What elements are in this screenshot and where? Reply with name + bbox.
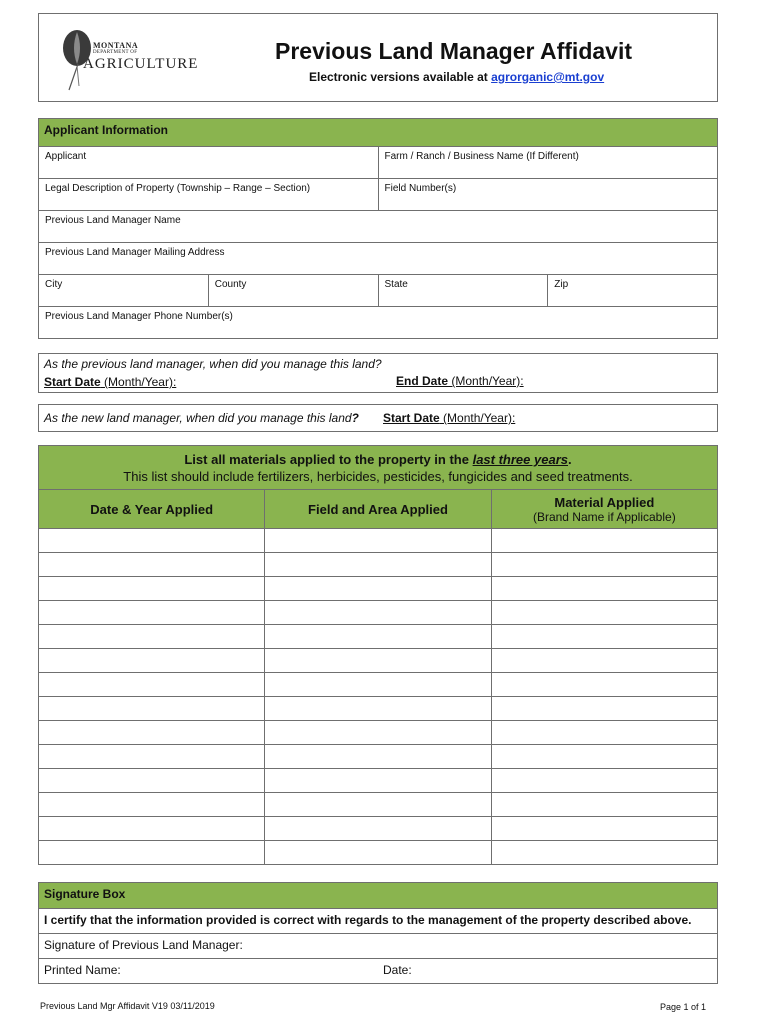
- field-cell[interactable]: [265, 529, 491, 553]
- field-cell[interactable]: [265, 625, 491, 649]
- date-cell[interactable]: [39, 529, 265, 553]
- table-row: [39, 577, 718, 601]
- material-cell[interactable]: [491, 529, 717, 553]
- date-cell[interactable]: [39, 553, 265, 577]
- certify-statement: I certify that the information provided is correct with regards to the management of the property described above.: [39, 909, 718, 934]
- table-row: [39, 553, 718, 577]
- col-date-applied: Date & Year Applied: [39, 490, 265, 529]
- field-cell[interactable]: [265, 601, 491, 625]
- applicant-field[interactable]: Applicant: [39, 147, 379, 179]
- form-subtitle: [309, 70, 604, 84]
- material-cell[interactable]: [491, 577, 717, 601]
- table-row: [39, 673, 718, 697]
- zip-field[interactable]: Zip: [548, 275, 718, 307]
- date-cell[interactable]: [39, 601, 265, 625]
- signature-heading: Signature Box: [39, 883, 718, 909]
- business-name-field[interactable]: Farm / Ranch / Business Name (If Different): [378, 147, 718, 179]
- field-cell[interactable]: [265, 577, 491, 601]
- table-row: [39, 841, 718, 865]
- table-row: [39, 625, 718, 649]
- material-cell[interactable]: [491, 553, 717, 577]
- date-cell[interactable]: [39, 697, 265, 721]
- material-cell[interactable]: [491, 769, 717, 793]
- applicant-information-section: [38, 118, 718, 339]
- field-cell[interactable]: [265, 817, 491, 841]
- field-cell[interactable]: [265, 769, 491, 793]
- date-cell[interactable]: [39, 625, 265, 649]
- date-field[interactable]: Date:: [378, 959, 718, 984]
- field-cell[interactable]: [265, 697, 491, 721]
- date-cell[interactable]: [39, 817, 265, 841]
- table-row: [39, 745, 718, 769]
- new-manager-period: [38, 404, 718, 432]
- date-cell[interactable]: [39, 745, 265, 769]
- field-cell[interactable]: [265, 721, 491, 745]
- table-row: [39, 529, 718, 553]
- materials-rows: [39, 529, 718, 865]
- table-row: [39, 601, 718, 625]
- form-title: Previous Land Manager Affidavit: [275, 38, 632, 64]
- footer-version: Previous Land Mgr Affidavit V19 03/11/2019: [40, 1001, 215, 1011]
- material-cell[interactable]: [491, 601, 717, 625]
- field-cell[interactable]: [265, 793, 491, 817]
- previous-start-date-field[interactable]: Start Date (Month/Year):: [44, 375, 177, 389]
- table-row: [39, 793, 718, 817]
- new-start-date-field[interactable]: Start Date (Month/Year):: [383, 411, 516, 425]
- material-cell[interactable]: [491, 721, 717, 745]
- date-cell[interactable]: [39, 673, 265, 697]
- material-cell[interactable]: [491, 649, 717, 673]
- material-cell[interactable]: [491, 793, 717, 817]
- email-link[interactable]: agrorganic@mt.gov: [491, 70, 605, 84]
- table-row: [39, 769, 718, 793]
- material-cell[interactable]: [491, 673, 717, 697]
- logo-text-agriculture: AGRICULTURE: [83, 56, 199, 72]
- date-cell[interactable]: [39, 577, 265, 601]
- table-row: [39, 817, 718, 841]
- material-cell[interactable]: [491, 817, 717, 841]
- materials-heading: List all materials applied to the property in the last three years. This list should include fertilizers, herbicides, pesticides, fungicides and seed treatments.: [39, 446, 718, 490]
- phone-field[interactable]: Previous Land Manager Phone Number(s): [39, 307, 718, 339]
- field-numbers-field[interactable]: Field Number(s): [378, 179, 718, 211]
- material-cell[interactable]: [491, 625, 717, 649]
- prev-manager-name-field[interactable]: Previous Land Manager Name: [39, 211, 718, 243]
- signature-section: [38, 882, 718, 984]
- table-row: [39, 697, 718, 721]
- date-cell[interactable]: [39, 841, 265, 865]
- material-cell[interactable]: [491, 841, 717, 865]
- applicant-info-heading: Applicant Information: [39, 119, 718, 147]
- date-cell[interactable]: [39, 649, 265, 673]
- footer-page-number: Page 1 of 1: [660, 1002, 707, 1012]
- logo-text-department: DEPARTMENT OF: [93, 50, 138, 55]
- prev-manager-address-field[interactable]: Previous Land Manager Mailing Address: [39, 243, 718, 275]
- materials-applied-section: [38, 445, 718, 865]
- field-cell[interactable]: [265, 649, 491, 673]
- signature-field[interactable]: Signature of Previous Land Manager:: [39, 934, 718, 959]
- previous-period-question: As the previous land manager, when did you manage this land?: [44, 357, 382, 371]
- logo-text-montana: MONTANA: [93, 41, 139, 50]
- field-cell[interactable]: [265, 745, 491, 769]
- printed-name-field[interactable]: Printed Name:: [39, 959, 379, 984]
- field-cell[interactable]: [265, 841, 491, 865]
- new-period-question: As the new land manager, when did you manage this land?: [44, 411, 359, 425]
- material-cell[interactable]: [491, 745, 717, 769]
- date-cell[interactable]: [39, 793, 265, 817]
- previous-end-date-field[interactable]: End Date (Month/Year):: [396, 374, 524, 388]
- form-header: [38, 13, 718, 102]
- field-cell[interactable]: [265, 673, 491, 697]
- city-field[interactable]: City: [39, 275, 209, 307]
- previous-manager-period: [38, 353, 718, 393]
- table-row: [39, 721, 718, 745]
- county-field[interactable]: County: [208, 275, 378, 307]
- subtitle-prefix: Electronic versions available at: [309, 70, 492, 84]
- date-cell[interactable]: [39, 769, 265, 793]
- material-cell[interactable]: [491, 697, 717, 721]
- state-field[interactable]: State: [378, 275, 548, 307]
- col-field-area: Field and Area Applied: [265, 490, 491, 529]
- table-row: [39, 649, 718, 673]
- legal-description-field[interactable]: Legal Description of Property (Township – Range – Section): [39, 179, 379, 211]
- date-cell[interactable]: [39, 721, 265, 745]
- mda-logo: [57, 28, 199, 92]
- field-cell[interactable]: [265, 553, 491, 577]
- col-material-applied: Material Applied (Brand Name if Applicable): [491, 490, 717, 529]
